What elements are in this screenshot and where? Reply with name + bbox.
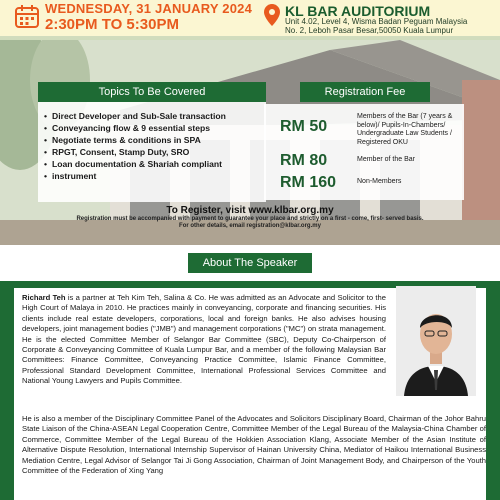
calendar-icon <box>14 3 40 29</box>
register-link-text[interactable]: To Register, visit www.klbar.org.my <box>166 205 334 216</box>
event-time: 2:30PM TO 5:30PM <box>45 16 179 33</box>
fee-desc-line: Non-Members <box>357 178 402 185</box>
fee-desc-line: Members of the Bar (7 years & <box>357 113 453 120</box>
fee-desc-line: Registered OKU <box>357 138 408 146</box>
fee-desc-line: Member of the Bar <box>357 156 415 163</box>
event-date: WEDNESDAY, 31 JANUARY 2024 <box>45 1 253 16</box>
location-pin-icon <box>264 4 280 26</box>
speaker-bio-paragraph-1 <box>22 293 386 387</box>
topics-heading: Topics To Be Covered <box>38 82 266 102</box>
registration-note: Registration must be accompanied with payment to guarantee your place and strictly on a first - come, first- served basis. <box>76 216 424 222</box>
topics-list <box>44 110 266 182</box>
topic-item-continuation: • instrument <box>44 170 266 182</box>
fee-amount-rm50: RM 50 <box>280 118 328 135</box>
venue-address-line-1: Unit 4.02, Level 4, Wisma Badan Peguam Malaysia <box>285 17 468 26</box>
details-email-note: For other details, email registration@klbar.org.my <box>179 223 321 229</box>
venue-name: KL BAR AUDITORIUM <box>285 3 431 19</box>
fee-desc-rm50 <box>357 113 469 147</box>
speaker-photo <box>396 286 476 396</box>
topic-item: • Loan documentation & Shariah compliant <box>44 158 266 170</box>
topic-item: • Negotiate terms & conditions in SPA <box>44 134 266 146</box>
speaker-name: Richard Teh <box>22 293 66 302</box>
speaker-bio-paragraph-2: He is also a member of the Disciplinary Committee Panel of the Advocates and Solicitors Disciplinary Board, Chairman of the Johor Bahru State Liaison of the China-ASEAN Legal Cooperation Centre, Committee Member of the Legal Bureau of the Malaysia-China Chamber of Commerce, Committee Member of the Legal Bureau of the Hokkien Association Klang, Associate Member of the Asian Institute of Alternative Dispute Resolution, International Internship Supervisor of Hainan University China, Mediator of Haikou International Business Mediation Centre, Legal Advisor of Selangor Tai Ji Gong Association, Chairman of Joint Management Body, and Chairperson of the Youth Committee of the Federation of Xing Yang <box>22 414 486 476</box>
topic-item: • RPGT, Consent, Stamp Duty, SRO <box>44 146 266 158</box>
fee-desc-rm80 <box>357 156 469 165</box>
fee-heading: Registration Fee <box>300 82 430 102</box>
fee-amount-rm80: RM 80 <box>280 152 328 169</box>
fee-desc-rm160 <box>357 178 469 187</box>
speaker-bio-text: is a partner at Teh Kim Teh, Salina & Co. He was admitted as an Advocate and Solicitor to the High Court of Malaya in 2010. He practices mainly in conveyancing, corporate and financing securities. His clients include real estate developers, corporations, local and foreign banks. He also advises housing developers, joint management bodies ("JMB") and management corporations ("MC") on strata management. He is the elected Committee Member of Selangor Bar Committee (SBC), Deputy Co-Chairperson of Corporate & Conveyancing Committee of Kuala Lumpur Bar, and a member of the following Malaysian Bar Committees: Finance Committee, Conveyancing Practice Committee, Islamic Finance Committee, Professional Standard Development Committee, International Professional Services Committee and National Young Lawyers and Pupils Committee. <box>22 293 386 386</box>
speaker-heading: About The Speaker <box>188 253 312 273</box>
fee-desc-line: below)/ Pupils-In-Chambers/ <box>357 121 446 129</box>
venue-address-line-2: No. 2, Leboh Pasar Besar,50050 Kuala Lumpur <box>285 26 454 35</box>
topic-item: • Conveyancing flow & 9 essential steps <box>44 122 266 134</box>
fee-desc-line: Undergraduate Law Students / <box>357 130 452 137</box>
topic-item: • Direct Developer and Sub-Sale transaction <box>44 110 266 122</box>
fee-amount-rm160: RM 160 <box>280 174 337 191</box>
